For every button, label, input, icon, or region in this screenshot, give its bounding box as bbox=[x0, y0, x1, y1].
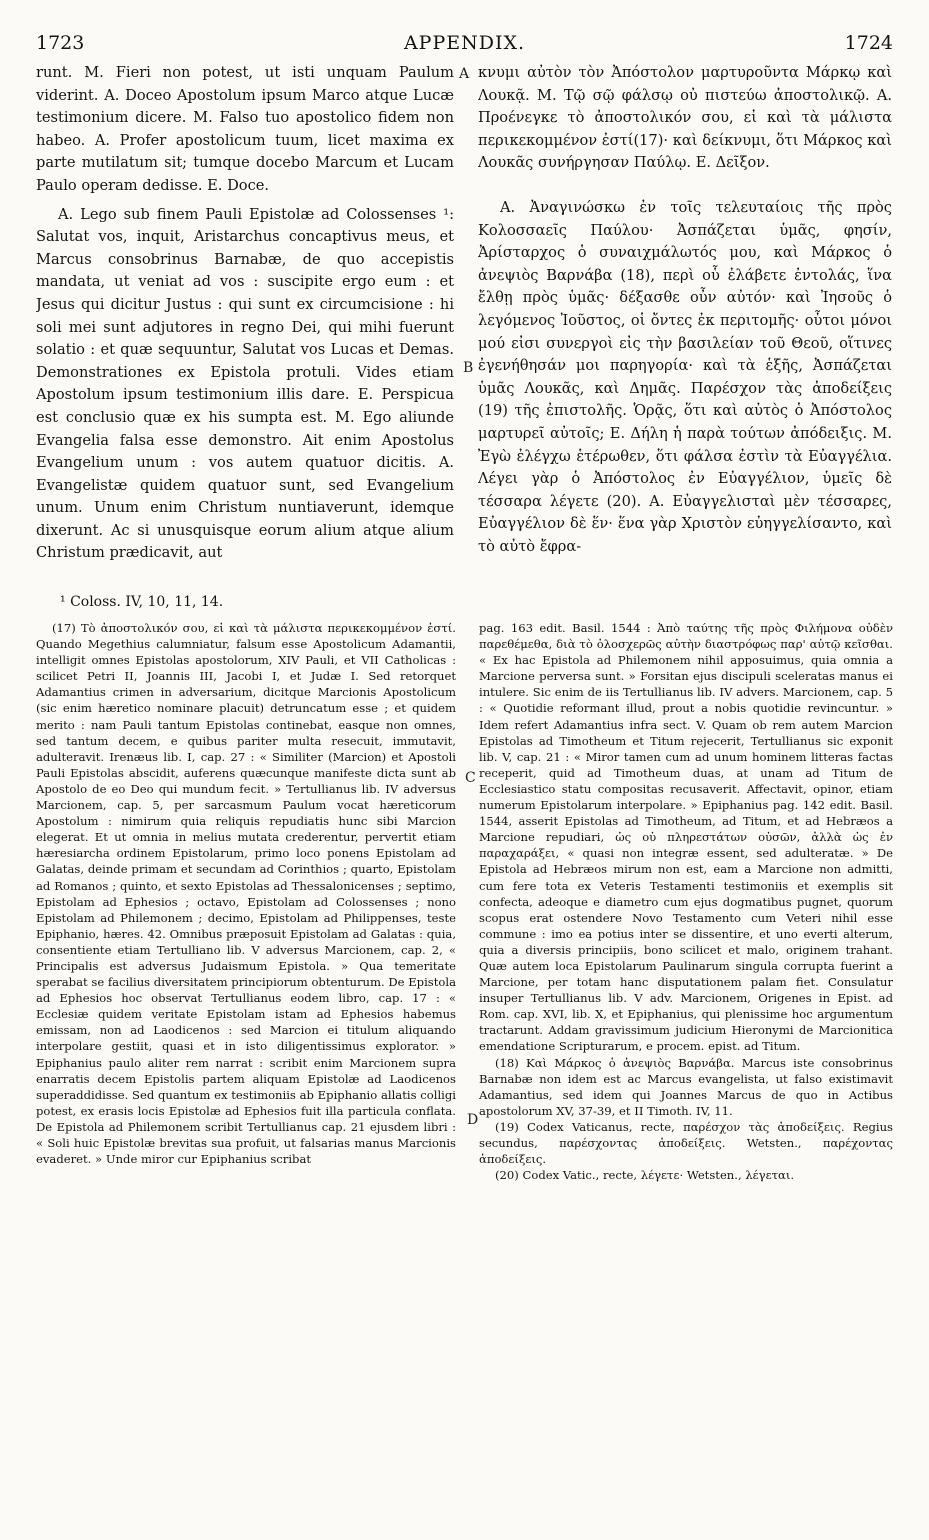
latin-paragraph-2: A. Lego sub finem Pauli Epistolæ ad Colossenses ¹: Salutat vos, inquit, Aristarchus concaptivus meus, et Marcus consobrinus Barnabæ, de quo accepistis mandata, ut veniat ad vos : suscipite ergo eum : et Jesus qui dicitur Justus : qui sunt ex circumcisione : hi soli mei sunt adjutores in regno Dei, qui mihi fuerunt solatio : et quæ sequuntur, Salutat vos Lucas et Demas. Demonstrationes ex Epistola protuli. Vides etiam Apostolum ipsum testimonium illis dare. E. Perspicua est conclusio quæ ex his sumpta est. M. Ego aliunde Evangelia falsa esse demonstro. Ait enim Apostolus Evangelium unum : vos autem quatuor dicitis. A. Evangelistæ quidem quatuor sunt, sed Evangelium unum. Unum enim Christum nuntiaverunt, idemque dixerunt. Ac si unusquisque eorum alium atque alium Christum prædicavit, aut bbox=[36, 205, 454, 562]
note-19: (19) Codex Vaticanus, recte, παρέσχον τὰς ἀποδείξεις. Regius secundus, παρέσχοντας ἀποδείξεις. Wetsten., παρέχοντας ἀποδείξεις. bbox=[479, 1119, 893, 1167]
greek-paragraph-1: κνυμι αὐτὸν τὸν Ἀπόστολον μαρτυροῦντα Μάρκῳ καὶ Λουκᾷ. Μ. Τῷ σῷ φάλσῳ οὐ πιστεύω ἀποστολικῷ. Α. Προένεγκε τὸ ἀποστολικόν σου, εἰ καὶ τὰ μάλιστα περικεκομμένον ἐστί(17)· καὶ δείκνυμι, ὅτι Μάρκος καὶ Λουκᾶς συνήργησαν Παύλῳ. Ε. Δεῖξον. bbox=[478, 64, 892, 172]
scripture-footnote: ¹ Coloss. IV, 10, 11, 14. bbox=[60, 594, 224, 610]
margin-letter-a: A bbox=[459, 66, 470, 82]
latin-column bbox=[36, 62, 454, 565]
greek-paragraph-2: Α. Ἀναγινώσκω ἐν τοῖς τελευταίοις τῆς πρὸς Κολοσσαεῖς Παύλου· Ἀσπάζεται ὑμᾶς, φησίν, Ἀρίσταρχος ὁ συναιχμάλωτός μου, καὶ Μάρκος ὁ ἀνεψιὸς Βαρνάβα (18), περὶ οὗ ἐλάβετε ἐντολάς, ἵνα ἔλθῃ πρὸς ὑμᾶς· δέξασθε οὖν αὐτόν· καὶ Ἰησοῦς ὁ λεγόμενος Ἰοῦστος, οἱ ὄντες ἐκ περιτομῆς· οὗτοι μόνοι μού εἰσι συνεργοὶ εἰς τὴν βασιλείαν τοῦ Θεοῦ, οἵτινες ἐγενήθησάν μοι παρηγορία· καὶ τὰ ἑξῆς, Ἀσπάζεται ὑμᾶς Λουκᾶς, καὶ Δημᾶς. Παρέσχον τὰς ἀποδείξεις (19) τῆς ἐπιστολῆς. Ὁρᾷς, ὅτι καὶ αὐτὸς ὁ Ἀπόστολος μαρτυρεῖ αὐτοῖς; Ε. Δήλη ἡ παρὰ τούτων ἀπόδειξις. Μ. Ἐγὼ ἐλέγχω ἑτέρωθεν, ὅτι φάλσα ἐστὶν τὰ Εὐαγγέλια. Λέγει γὰρ ὁ Ἀπόστολος ἐν Εὐαγγέλιον, ὑμεῖς δὲ τέσσαρα λέγετε (20). Α. Εὐαγγελισταὶ μὲν τέσσαρες, Εὐαγγέλιον δὲ ἕν· ἕνα γὰρ Χριστὸν εὐηγγελίσαντο, καὶ τὸ αὐτὸ ἔφρα- bbox=[478, 198, 892, 555]
margin-letter-b: B bbox=[463, 360, 474, 376]
margin-letter-d: D bbox=[467, 1112, 479, 1128]
note-18: (18) Καὶ Μάρκος ὁ ἀνεψιὸς Βαρνάβα. Marcus iste consobrinus Barnabæ non idem est ac Marcus evangelista, ut falso existimavit Adamantius, sed idem qui Joannes Marcus de quo in Actibus apostolorum XV, 37-39, et II Timoth. IV, 11. bbox=[479, 1055, 893, 1118]
header-title: APPENDIX. bbox=[403, 32, 526, 54]
greek-column bbox=[478, 62, 892, 558]
note-20: (20) Codex Vatic., recte, λέγετε· Wetsten., λέγεται. bbox=[495, 1168, 795, 1183]
note-17-continued: pag. 163 edit. Basil. 1544 : Ἀπὸ ταύτης τῆς πρὸς Φιλήμονα οὐδὲν παρεθέμεθα, διὰ τὸ ὁλοσχερῶς αὐτὴν διαστρόφως παρ' αὐτῷ κεῖσθαι. « Ex hac Epistola ad Philemonem nihil apposuimus, quia omnia a Marcione perversa sunt. » Forsitan ejus discipuli sceleratas manus ei intulere. Sic enim de iis Tertullianus lib. IV advers. Marcionem, cap. 5 : « Quotidie reformant illud, prout a nobis quotidie revincuntur. » Idem refert Adamantius infra sect. V. Quam ob rem autem Marcion Epistolas ad Timotheum et Titum rejecerit, Tertullianus sic exponit lib. V, cap. 21 : « Miror tamen cum ad unum hominem litteras factas receperit, quid ad Timotheum duas, at unam ad Titum de Ecclesiastico statu compositas recusaverit. Affectavit, opinor, etiam numerum Epistolarum interpolare. » Epiphanius pag. 142 edit. Basil. 1544, asserit Epistolas ad Timotheum, ad Titum, et ad Hebræos a Marcione repudiari, ὡς οὐ πληρεστάτων οὐσῶν, ἀλλὰ ὡς ἐν παραχαράξει, « quasi non integræ essent, sed adulteratæ. » De Epistola ad Hebræos mirum non est, eam a Marcione non admitti, cum fere tota ex Veteris Testamenti testimoniis et exemplis sit confecta, adeoque e diametro cum ejus dogmatibus pugnet, quorum scopus erat ostendere Novo Testamento cum Veteri nihil esse commune : imo ea potius inter se dissentire, et uno everti alterum, quia a diversis principiis, bono scilicet et malo, originem trahant. Quæ autem loca Epistolarum Paulinarum singula corrupta fuerint a Marcione, per totam hanc disputationem palam fiet. Consulatur insuper Tertullianus lib. V adv. Marcionem, Origenes in Epist. ad Rom. cap. XVI, lib. X, et Epiphanius, qui plenissime hoc argumentum tractarunt. Addam gravissimum judicium Hieronymi de Marcionitica emendatione Scripturarum, e procem. epist. ad Titum. bbox=[479, 621, 893, 1054]
notes-left-column bbox=[36, 620, 456, 1167]
note-17: (17) Τὸ ἀποστολικόν σου, εἰ καὶ τὰ μάλιστα περικεκομμένον ἐστί. Quando Megethius calumniatur, falsum esse Apostolicum Adamantii, intelligit omnes Epistolas apostolorum, XIV Pauli, et VII Catholicas : scilicet Petri II, Joannis III, Jacobi I, et Judæ I. Sed retorquet Adamantius crimen in adversarium, dicitque Marcionis Apostolicum (sic enim hæretico nominare placuit) detruncatum esse ; et quidem merito : nam Pauli tantum Epistolas continebat, easque non omnes, sed tantum decem, e quibus pariter multa resecuit, immutavit, adulteravit. Irenæus lib. I, cap. 27 : « Similiter (Marcion) et Apostoli Pauli Epistolas abscidit, auferens quæcunque manifeste dicta sunt ab Apostolo de eo Deo qui mundum fecit. » Tertullianus lib. IV adversus Marcionem, cap. 5, per sarcasmum Paulum vocat hæreticorum Apostolum : nimirum quia reliquis repudiatis hunc sibi Marcion elegerat. Et ut omnia in melius mutata crederentur, pervertit etiam hæresiarcha ordinem Epistolarum, primo loco ponens Epistolam ad Galatas, deinde primam et secundam ad Corinthios ; quarto, Epistolam ad Romanos ; quinto, et sexto Epistolas ad Thessalonicenses ; septimo, Epistolam ad Ephesios ; octavo, Epistolam ad Colossenses ; nono Epistolam ad Philemonem ; decimo, Epistolam ad Philippenses, teste Epiphanio, hæres. 42. Omnibus præposuit Epistolam ad Galatas : quia, consentiente etiam Tertulliano lib. V adversus Marcionem, cap. 2, « Principalis est adversus Judaismum Epistola. » Qua temeritate sperabat se facilius diversitatem principiorum obtenturum. De Epistola ad Ephesios hoc observat Tertullianus eodem libro, cap. 17 : « Ecclesiæ quidem veritate Epistolam istam ad Ephesios habemus emissam, non ad Laodicenos : sed Marcion ei titulum aliquando interpolare gestiit, quasi et in isto diligentissimus explorator. » Epiphanius paulo aliter rem narrat : scribit enim Marcionem supra enarratis decem Epistolis partem aliquam Epistolæ ad Laodicenos superaddidisse. Sed quantum ex testimoniis ab Epiphanio allatis colligi potest, ex erasis locis Epistolæ ad Ephesios fuit illa particula conflata. De Epistola ad Philemonem scribit Tertullianus cap. 21 ejusdem libri : « Soli huic Epistolæ brevitas sua profuit, ut falsarias manus Marcionis evaderet. » Unde miror cur Epiphanius scribat bbox=[36, 621, 456, 1167]
left-page-number: 1723 bbox=[36, 32, 85, 54]
notes-right-column bbox=[479, 620, 893, 1183]
right-page-number: 1724 bbox=[844, 32, 893, 54]
margin-letter-c: C bbox=[465, 770, 476, 786]
latin-paragraph-1: runt. M. Fieri non potest, ut isti unquam Paulum viderint. A. Doceo Apostolum ipsum Marco atque Lucæ testimonium dicere. M. Falso tuo apostolico fidem non habeo. A. Profer apostolicum tuum, licet maxima ex parte mutilatum sit; tumque docebo Marcum et Lucam Paulo operam dedisse. E. Doce. bbox=[36, 64, 454, 194]
running-header bbox=[36, 32, 893, 58]
